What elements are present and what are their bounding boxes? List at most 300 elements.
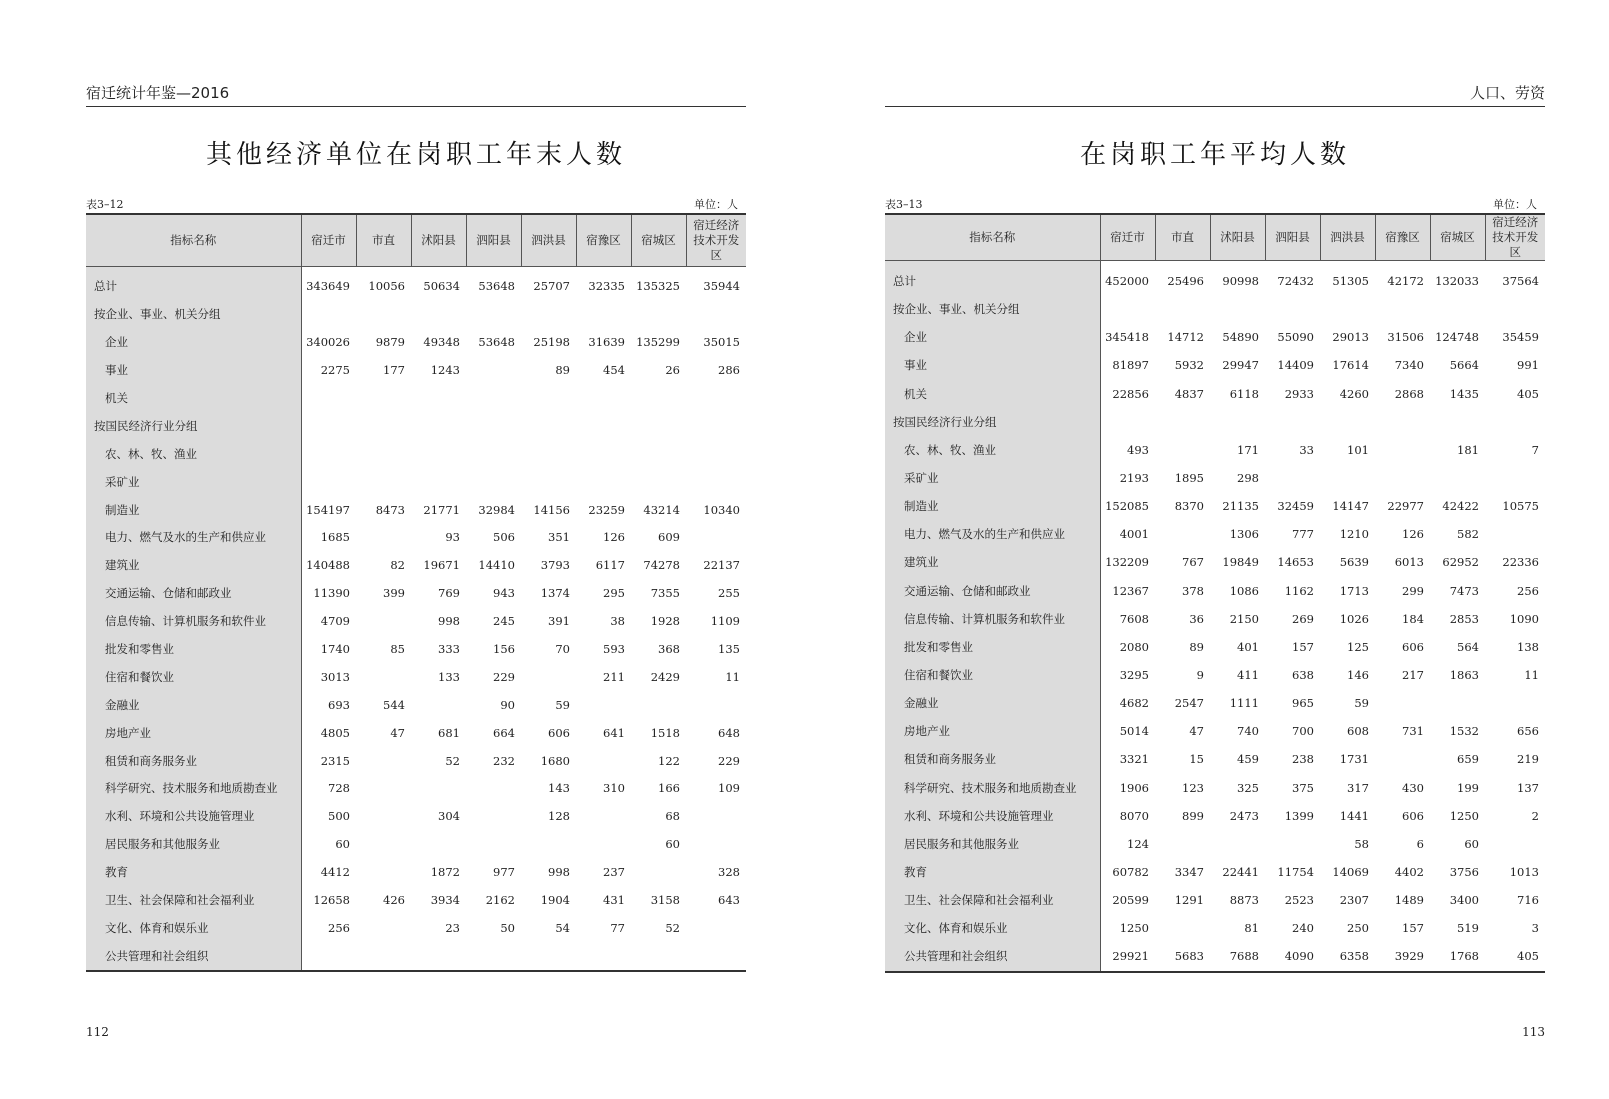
table-cell: 1768 (1430, 942, 1485, 971)
table-cell: 506 (493, 530, 515, 545)
table-cell (1375, 408, 1430, 436)
table-cell: 375 (1292, 780, 1314, 795)
table-row (86, 266, 746, 300)
table-cell (301, 384, 356, 412)
table-row (86, 300, 746, 328)
row-label: 公共管理和社会组织 (86, 942, 301, 971)
table-row (86, 635, 746, 663)
table-cell (301, 468, 356, 496)
table-cell (356, 384, 411, 412)
table-row (86, 802, 746, 830)
table-cell (1155, 295, 1210, 323)
table-cell: 29921 (1100, 942, 1155, 971)
table-cell: 156 (493, 642, 515, 657)
table-cell: 5683 (1155, 942, 1210, 971)
table-cell: 22336 (1502, 555, 1539, 570)
table-cell (1485, 830, 1545, 858)
table-cell: 343649 (301, 266, 356, 300)
table-cell: 21771 (423, 502, 460, 517)
table-cell (356, 747, 411, 775)
table-cell: 33 (1299, 442, 1314, 457)
table-cell: 37564 (1502, 274, 1539, 289)
table-cell: 340026 (301, 328, 356, 356)
table-cell: 3934 (430, 893, 460, 908)
table-cell (686, 830, 746, 858)
row-label: 企业 (885, 323, 1100, 351)
table-cell: 4412 (301, 858, 356, 886)
table-cell: 4402 (1394, 865, 1424, 880)
table-cell: 3013 (301, 663, 356, 691)
table-cell: 269 (1292, 611, 1314, 626)
table-cell: 217 (1402, 668, 1424, 683)
table-cell (576, 412, 631, 440)
table-cell: 1906 (1100, 774, 1155, 802)
page-title: 在岗职工年平均人数 (1079, 140, 1350, 170)
table-cell: 11754 (1277, 865, 1314, 880)
table-cell: 564 (1457, 639, 1479, 654)
table-cell: 2853 (1449, 611, 1479, 626)
table-cell: 93 (445, 530, 460, 545)
table-cell: 126 (1402, 527, 1424, 542)
table-cell (1485, 520, 1545, 548)
table-cell: 368 (658, 642, 680, 657)
table-row (86, 551, 746, 579)
table-cell: 22441 (1222, 865, 1259, 880)
table-cell: 2523 (1284, 893, 1314, 908)
table-cell (686, 300, 746, 328)
table-cell: 229 (718, 753, 740, 768)
table-cell: 124748 (1435, 330, 1479, 345)
table-row (86, 440, 746, 468)
table-cell: 60 (1464, 836, 1479, 851)
table-row (86, 579, 746, 607)
table-cell (466, 775, 521, 803)
table-row (885, 323, 1545, 351)
table-cell: 237 (603, 865, 625, 880)
table-cell: 740 (1237, 724, 1259, 739)
table-cell: 177 (383, 363, 405, 378)
table-cell: 1162 (1284, 583, 1314, 598)
table-cell: 606 (1402, 808, 1424, 823)
table-cell (576, 468, 631, 496)
table-cell (411, 830, 466, 858)
table-cell (411, 775, 466, 803)
table-cell (686, 440, 746, 468)
running-header (86, 84, 746, 107)
table-row (885, 942, 1545, 971)
table-cell: 52 (665, 920, 680, 935)
table-cell: 47 (390, 725, 405, 740)
column-header: 市直 (1155, 214, 1210, 261)
table-cell (1210, 295, 1265, 323)
table-cell (301, 942, 356, 971)
table-cell: 378 (1182, 583, 1204, 598)
row-label: 信息传输、计算机服务和软件业 (86, 607, 301, 635)
table-cell: 6013 (1394, 555, 1424, 570)
table-cell: 4837 (1174, 386, 1204, 401)
table-cell: 90 (500, 697, 515, 712)
table-cell (1430, 295, 1485, 323)
column-header: 宿迁市 (301, 214, 356, 266)
table-cell: 152085 (1100, 492, 1155, 520)
row-label: 按企业、事业、机关分组 (885, 295, 1100, 323)
row-label: 批发和零售业 (885, 633, 1100, 661)
table-cell: 7608 (1100, 605, 1155, 633)
table-cell: 1532 (1449, 724, 1479, 739)
row-label: 事业 (885, 351, 1100, 379)
table-cell: 89 (1189, 639, 1204, 654)
table-cell: 232 (493, 753, 515, 768)
row-label: 按国民经济行业分组 (86, 412, 301, 440)
table-cell (466, 384, 521, 412)
table-cell (1100, 295, 1155, 323)
table-row (86, 886, 746, 914)
table-cell: 137 (1517, 780, 1539, 795)
table-cell: 14410 (478, 558, 515, 573)
table-cell: 7340 (1394, 358, 1424, 373)
table-cell (1430, 408, 1485, 436)
table-cell (521, 942, 576, 971)
row-label: 按国民经济行业分组 (885, 408, 1100, 436)
table-cell: 256 (301, 914, 356, 942)
table-cell (1155, 408, 1210, 436)
table-cell (1210, 830, 1265, 858)
table-cell (466, 468, 521, 496)
table-cell: 2307 (1339, 893, 1369, 908)
table-cell: 716 (1517, 893, 1539, 908)
table-cell: 593 (603, 642, 625, 657)
table-cell (466, 356, 521, 384)
table-cell: 1111 (1229, 696, 1259, 711)
table-cell: 1090 (1509, 611, 1539, 626)
table-cell: 582 (1457, 527, 1479, 542)
table-cell (466, 830, 521, 858)
table-cell: 6358 (1320, 942, 1375, 971)
table-row (885, 577, 1545, 605)
table-cell (1265, 830, 1320, 858)
table-cell (1155, 830, 1210, 858)
table-cell: 12367 (1100, 577, 1155, 605)
table-cell (521, 440, 576, 468)
table-row (86, 607, 746, 635)
table-cell: 138 (1517, 639, 1539, 654)
left-page (86, 0, 746, 1099)
page-number: 112 (86, 1025, 109, 1039)
table-cell: 22856 (1100, 380, 1155, 408)
table-cell (356, 607, 411, 635)
table-cell: 47 (1189, 724, 1204, 739)
table-cell (1210, 408, 1265, 436)
table-cell: 126 (603, 530, 625, 545)
table-row (885, 295, 1545, 323)
table-cell: 4260 (1339, 386, 1369, 401)
table-cell: 22977 (1387, 499, 1424, 514)
table-cell: 3400 (1449, 893, 1479, 908)
row-label: 居民服务和其他服务业 (885, 830, 1100, 858)
table-cell: 328 (718, 865, 740, 880)
table-row (86, 858, 746, 886)
row-label: 交通运输、仓储和邮政业 (885, 577, 1100, 605)
table-cell (356, 802, 411, 830)
table-cell (631, 942, 686, 971)
table-cell: 2473 (1229, 808, 1259, 823)
table-cell (576, 440, 631, 468)
table-cell: 767 (1182, 555, 1204, 570)
row-label: 教育 (885, 858, 1100, 886)
table-row (86, 719, 746, 747)
table-cell (356, 468, 411, 496)
table-cell (1265, 464, 1320, 492)
table-cell (1375, 745, 1430, 773)
table-row (86, 524, 746, 552)
table-cell: 59 (555, 697, 570, 712)
table-cell: 2150 (1229, 611, 1259, 626)
table-row (885, 351, 1545, 379)
table-cell: 731 (1402, 724, 1424, 739)
column-header: 宿城区 (631, 214, 686, 266)
row-label: 租赁和商务服务业 (86, 747, 301, 775)
table-cell (686, 524, 746, 552)
row-label: 企业 (86, 328, 301, 356)
table-cell: 74278 (643, 558, 680, 573)
table-cell: 2 (1531, 808, 1539, 823)
table-cell: 6117 (595, 558, 625, 573)
table-cell: 85 (390, 642, 405, 657)
table-cell: 23259 (588, 502, 625, 517)
table-cell: 14069 (1332, 865, 1369, 880)
table-cell: 35459 (1502, 330, 1539, 345)
table-cell (466, 440, 521, 468)
table-cell: 2868 (1394, 386, 1424, 401)
row-label: 公共管理和社会组织 (885, 942, 1100, 971)
table-row (885, 520, 1545, 548)
table-cell: 648 (718, 725, 740, 740)
table-cell: 135325 (636, 279, 680, 294)
table-cell: 1680 (540, 753, 570, 768)
table-row (86, 775, 746, 803)
row-label: 采矿业 (86, 468, 301, 496)
table-cell: 333 (438, 642, 460, 657)
table-cell: 81 (1244, 921, 1259, 936)
table-row (885, 633, 1545, 661)
table-cell: 1740 (301, 635, 356, 663)
table-cell (576, 300, 631, 328)
table-cell: 123 (1182, 780, 1204, 795)
table-cell: 1863 (1449, 668, 1479, 683)
table-cell: 14712 (1167, 330, 1204, 345)
table-cell: 72432 (1277, 274, 1314, 289)
table-cell: 6 (1416, 836, 1424, 851)
table-cell: 15 (1189, 752, 1204, 767)
table-cell (411, 300, 466, 328)
row-label: 住宿和餐饮业 (86, 663, 301, 691)
row-label: 卫生、社会保障和社会福利业 (885, 886, 1100, 914)
table-cell: 12658 (301, 886, 356, 914)
table-cell (1155, 914, 1210, 942)
table-cell: 5664 (1449, 358, 1479, 373)
page-title: 其他经济单位在岗职工年末人数 (205, 140, 626, 170)
table-cell: 35015 (703, 335, 740, 350)
statistics-table (86, 213, 746, 972)
table-cell: 58 (1354, 836, 1369, 851)
table-cell (411, 384, 466, 412)
table-row (86, 942, 746, 971)
table-cell: 70 (555, 642, 570, 657)
table-cell: 59 (1354, 696, 1369, 711)
table-cell: 1306 (1229, 527, 1259, 542)
table-cell: 3 (1531, 921, 1539, 936)
table-cell: 17614 (1332, 358, 1369, 373)
table-cell: 299 (1402, 583, 1424, 598)
table-cell: 1895 (1174, 471, 1204, 486)
row-label: 房地产业 (885, 717, 1100, 745)
row-label: 交通运输、仓储和邮政业 (86, 579, 301, 607)
column-header: 宿迁市 (1100, 214, 1155, 261)
table-cell: 245 (493, 614, 515, 629)
table-row (86, 356, 746, 384)
table-cell: 2080 (1100, 633, 1155, 661)
table-cell: 26 (665, 363, 680, 378)
table-cell: 899 (1182, 808, 1204, 823)
table-cell: 50634 (423, 279, 460, 294)
table-cell: 1250 (1100, 914, 1155, 942)
table-cell (1375, 464, 1430, 492)
table-cell: 109 (718, 781, 740, 796)
table-cell: 128 (548, 809, 570, 824)
table-cell (466, 412, 521, 440)
table-cell: 90998 (1222, 274, 1259, 289)
table-cell: 5932 (1174, 358, 1204, 373)
table-header-row (885, 214, 1545, 261)
table-cell: 11390 (301, 579, 356, 607)
table-cell (1485, 408, 1545, 436)
table-cell (466, 300, 521, 328)
table-cell: 25707 (533, 279, 570, 294)
table-cell: 1291 (1174, 893, 1204, 908)
table-cell: 1086 (1229, 583, 1259, 598)
table-cell: 1250 (1449, 808, 1479, 823)
table-cell: 132033 (1435, 274, 1479, 289)
table-cell: 9 (1196, 668, 1204, 683)
column-header: 泗阳县 (1265, 214, 1320, 261)
table-cell (686, 914, 746, 942)
table-row (86, 384, 746, 412)
table-cell: 10575 (1502, 499, 1539, 514)
table-cell: 140488 (301, 551, 356, 579)
table-cell: 9879 (375, 335, 405, 350)
table-cell (1485, 689, 1545, 717)
row-label: 文化、体育和娱乐业 (86, 914, 301, 942)
table-cell (411, 942, 466, 971)
table-cell: 81897 (1100, 351, 1155, 379)
column-header: 宿迁经济 技术开发区 (686, 214, 746, 266)
table-cell (1320, 408, 1375, 436)
table-cell: 23 (445, 920, 460, 935)
row-label: 电力、燃气及水的生产和供应业 (86, 524, 301, 552)
table-cell: 351 (548, 530, 570, 545)
table-cell: 29947 (1222, 358, 1259, 373)
table-cell: 21135 (1222, 499, 1259, 514)
table-cell: 606 (1402, 639, 1424, 654)
table-cell: 31639 (588, 335, 625, 350)
column-header: 指标名称 (86, 214, 301, 266)
table-cell (576, 747, 631, 775)
table-cell: 609 (658, 530, 680, 545)
table-cell: 54 (555, 920, 570, 935)
column-header: 沭阳县 (411, 214, 466, 266)
table-row (885, 689, 1545, 717)
table-cell: 493 (1100, 436, 1155, 464)
table-row (885, 914, 1545, 942)
table-cell: 693 (301, 691, 356, 719)
table-cell: 1026 (1339, 611, 1369, 626)
table-row (86, 663, 746, 691)
table-cell (356, 830, 411, 858)
table-cell (466, 802, 521, 830)
table-cell: 10340 (703, 502, 740, 517)
header-text: 人口、劳资 (1469, 84, 1545, 102)
table-cell: 25198 (533, 335, 570, 350)
row-label: 机关 (885, 380, 1100, 408)
table-cell: 19849 (1222, 555, 1259, 570)
row-label: 金融业 (885, 689, 1100, 717)
table-cell: 8070 (1100, 802, 1155, 830)
table-row (885, 380, 1545, 408)
table-row (86, 412, 746, 440)
table-cell: 60 (301, 830, 356, 858)
table-cell: 53648 (478, 335, 515, 350)
table-cell (411, 691, 466, 719)
row-label: 文化、体育和娱乐业 (885, 914, 1100, 942)
table-cell: 1904 (540, 893, 570, 908)
column-header: 宿豫区 (576, 214, 631, 266)
table-cell (301, 412, 356, 440)
table-cell: 19671 (423, 558, 460, 573)
table-cell: 14156 (533, 502, 570, 517)
table-cell (631, 858, 686, 886)
table-cell: 10056 (368, 279, 405, 294)
table-cell (521, 468, 576, 496)
table-cell: 5014 (1100, 717, 1155, 745)
table-cell (686, 691, 746, 719)
row-label: 采矿业 (885, 464, 1100, 492)
table-row (885, 605, 1545, 633)
row-label: 电力、燃气及水的生产和供应业 (885, 520, 1100, 548)
table-cell: 62952 (1442, 555, 1479, 570)
table-cell (1265, 408, 1320, 436)
table-cell (356, 914, 411, 942)
table-cell: 14409 (1277, 358, 1314, 373)
column-header: 泗阳县 (466, 214, 521, 266)
table-cell: 1518 (650, 725, 680, 740)
table-cell (521, 300, 576, 328)
table-cell: 135299 (636, 335, 680, 350)
table-cell: 391 (548, 614, 570, 629)
table-row (885, 858, 1545, 886)
table-cell: 7473 (1449, 583, 1479, 598)
table-cell: 1713 (1339, 583, 1369, 598)
table-cell: 8473 (375, 502, 405, 517)
table-cell: 181 (1457, 442, 1479, 457)
table-cell: 60 (665, 837, 680, 852)
table-cell: 298 (1237, 471, 1259, 486)
table-cell: 3347 (1174, 865, 1204, 880)
table-cell: 1399 (1284, 808, 1314, 823)
table-cell (1320, 295, 1375, 323)
table-cell (631, 384, 686, 412)
table-cell (521, 412, 576, 440)
table-cell: 42172 (1387, 274, 1424, 289)
